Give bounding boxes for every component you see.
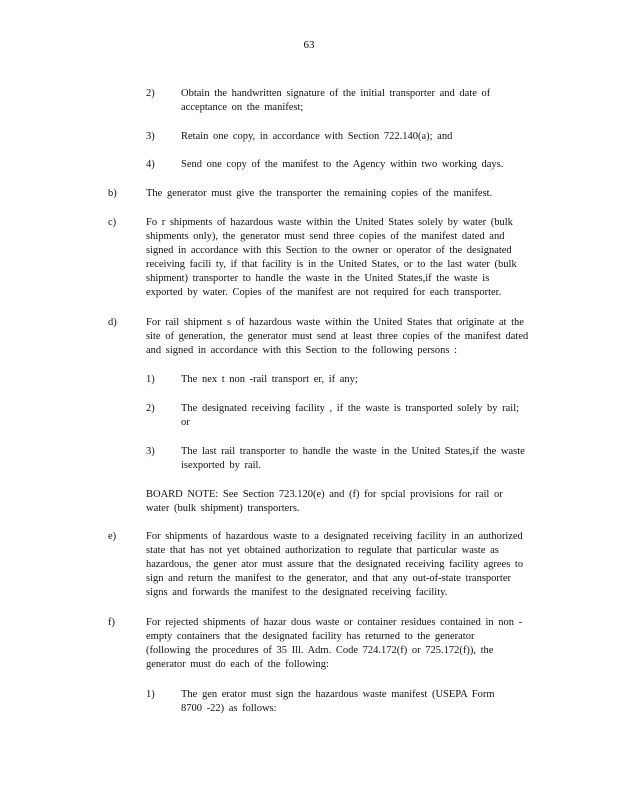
item-text: [181, 688, 541, 716]
item-text: [146, 187, 546, 201]
text-line: shipment) transporter to handle the waste in the United States,if the waste is: [146, 273, 490, 284]
item-text: [181, 445, 541, 473]
text-line: The nex t non -rail transport er, if any;: [181, 374, 358, 385]
text-line: site of generation, the generator must send at least three copies of the manifest dated: [146, 331, 529, 342]
text-line: (following the procedures of 35 Ill. Adm. Code 724.172(f) or 725.172(f)), the: [146, 645, 494, 656]
item-label: d): [108, 317, 117, 328]
item-text: [146, 530, 546, 600]
page-number: 63: [303, 39, 315, 51]
text-line: isexported by rail.: [181, 460, 262, 471]
text-line: For shipments of hazardous waste to a designated receiving facility in an authorized: [146, 531, 523, 542]
text-line: signs and forwards the manifest to the designated receiving facility.: [146, 587, 448, 598]
item-label: b): [108, 188, 117, 199]
text-line: or: [181, 417, 190, 428]
text-line: state that has not yet obtained authorization to regulate that particular waste as: [146, 545, 499, 556]
item-label: e): [108, 531, 117, 542]
item-label: 2): [146, 88, 155, 99]
text-line: The designated receiving facility , if the waste is transported solely by rail;: [181, 403, 520, 414]
text-line: generator must do each of the following:: [146, 659, 329, 670]
item-label: 3): [146, 131, 155, 142]
note-text: [146, 488, 546, 516]
text-line: Send one copy of the manifest to the Agency within two working days.: [181, 159, 504, 170]
text-line: The last rail transporter to handle the waste in the United States,if the waste: [181, 446, 525, 457]
item-label: f): [108, 617, 115, 628]
text-line: empty containers that the designated facility has returned to the generator: [146, 631, 475, 642]
text-line: 8700 -22) as follows:: [181, 703, 277, 714]
item-text: [146, 316, 546, 358]
text-line: BOARD NOTE: See Section 723.120(e) and (f) for spcial provisions for rail or: [146, 489, 503, 500]
text-line: For rejected shipments of hazar dous waste or container residues contained in non -: [146, 617, 523, 628]
item-label: 4): [146, 159, 155, 170]
text-line: Retain one copy, in accordance with Section 722.140(a); and: [181, 131, 453, 142]
item-text: [181, 402, 541, 430]
text-line: and signed in accordance with this Section to the following persons :: [146, 345, 457, 356]
text-line: shipments only), the generator must send three copies of the manifest dated and: [146, 231, 505, 242]
item-text: [146, 616, 546, 672]
item-text: [181, 87, 541, 115]
item-text: [181, 373, 541, 387]
text-line: The generator must give the transporter the remaining copies of the manifest.: [146, 188, 493, 199]
item-text: [146, 216, 546, 300]
item-text: [181, 130, 541, 144]
text-line: signed in accordance with this Section to the owner or operator of the designated: [146, 245, 512, 256]
text-line: hazardous, the gener ator must assure that the designated receiving facility agrees to: [146, 559, 524, 570]
item-label: 2): [146, 403, 155, 414]
text-line: Obtain the handwritten signature of the initial transporter and date of: [181, 88, 491, 99]
text-line: exported by water. Copies of the manifest are not required for each transporter.: [146, 287, 502, 298]
text-line: For rail shipment s of hazardous waste within the United States that originate at the: [146, 317, 524, 328]
text-line: Fo r shipments of hazardous waste within the United States solely by water (bulk: [146, 217, 513, 228]
item-text: [181, 158, 541, 172]
text-line: acceptance on the manifest;: [181, 102, 304, 113]
item-label: 1): [146, 374, 155, 385]
item-label: 1): [146, 689, 155, 700]
text-line: The gen erator must sign the hazardous waste manifest (USEPA Form: [181, 689, 495, 700]
text-line: water (bulk shipment) transporters.: [146, 503, 300, 514]
text-line: receiving facili ty, if that facility is in the United States, or to the last water (bulk: [146, 259, 517, 270]
text-line: sign and return the manifest to the generator, and that any out-of-state transporter: [146, 573, 512, 584]
item-label: c): [108, 217, 117, 228]
item-label: 3): [146, 446, 155, 457]
